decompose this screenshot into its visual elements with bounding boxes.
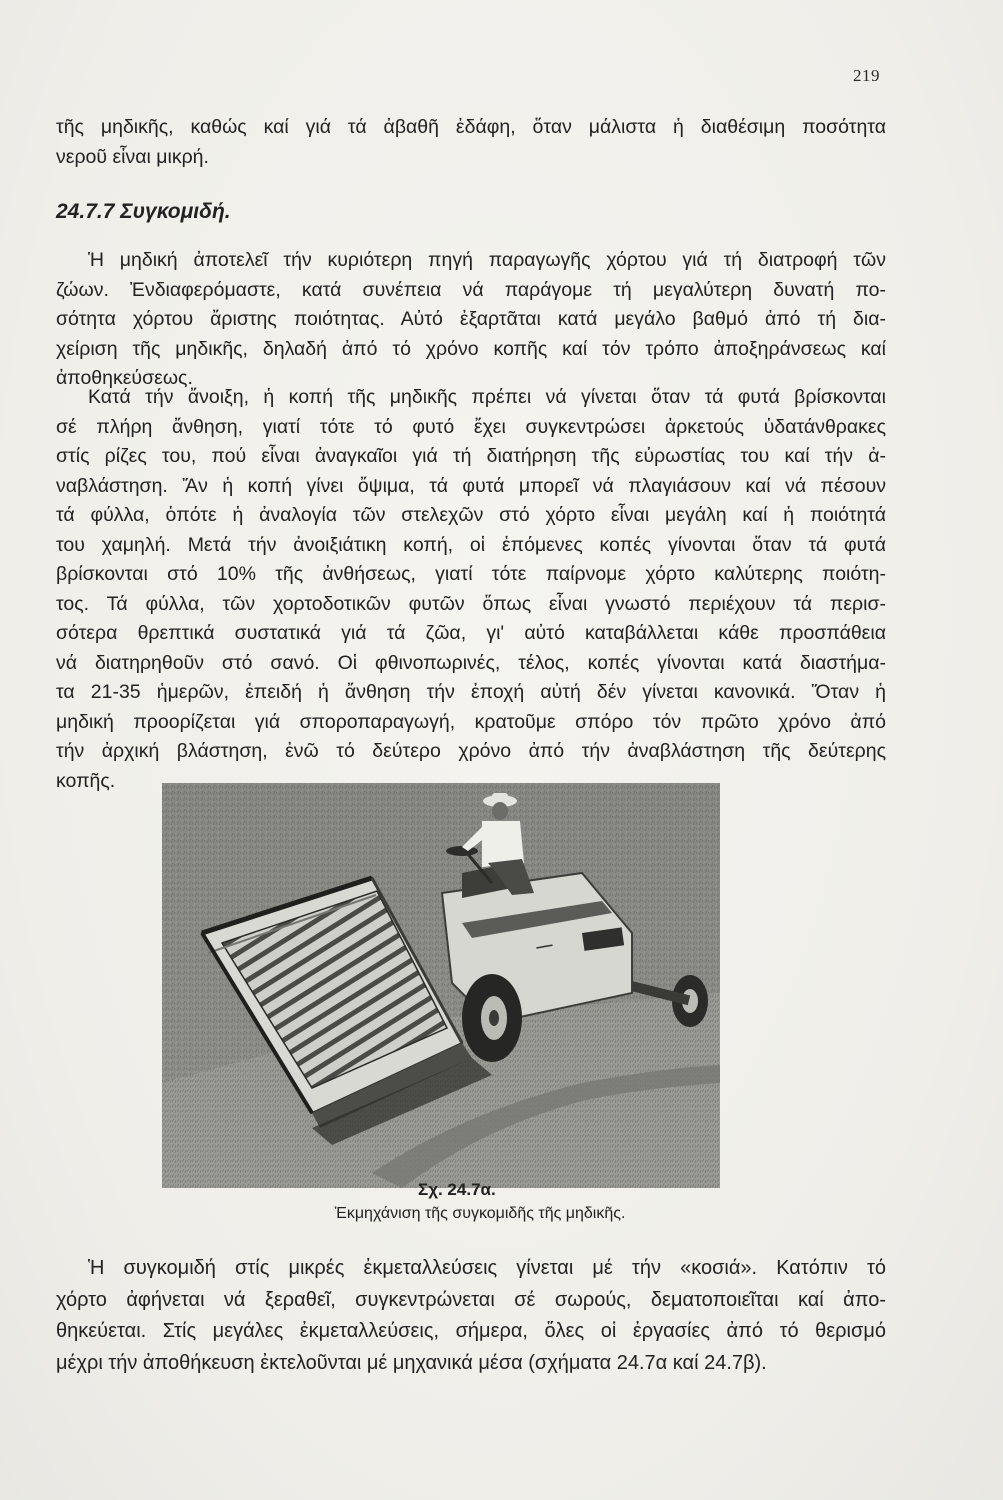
text-line: νεροῦ εἶναι μικρή.	[56, 145, 209, 168]
text-line: σέ πλήρη ἄνθηση, γιατί τότε τό φυτό ἔχει συγκεντρώσει ἀρκετούς ὑδατάνθρακες	[56, 415, 886, 438]
text-line: ναβλάστηση. Ἄν ἡ κοπή γίνει ὄψιμα, τά φυτά μπορεῖ νά πλαγιάσουν καί νά πέσουν	[56, 474, 886, 497]
text-line: του χαμηλή. Μετά τήν ἀνοιξιάτικη κοπή, οἱ ἑπόμενες κοπές γίνονται ὅταν τά φυτά	[56, 533, 886, 556]
top-paragraph	[56, 113, 886, 172]
svg-text:━━━: ━━━	[535, 940, 554, 953]
figure-caption: Ἐκμηχάνιση τῆς συγκομιδῆς τῆς μηδικῆς.	[334, 1205, 626, 1222]
text-line: Κατά τήν ἄνοιξη, ἡ κοπή τῆς μηδικῆς πρέπει νά γίνεται ὅταν τά φυτά βρίσκονται	[88, 386, 886, 408]
text-line: βρίσκονται στό 10% τῆς ἀνθήσεως, γιατί τότε παίρνομε χόρτο καλύτερης ποιότη-	[56, 563, 886, 585]
paragraph-harvest-intro	[56, 246, 886, 394]
text-line: σότερα θρεπτικά συστατικά γιά τά ζῶα, γι' αὐτό καταβάλλεται κάθε προσπάθεια	[56, 622, 886, 644]
text-line: τήν ἀρχική βλάστηση, ἐνῶ τό δεύτερο χρόνο ἀπό τήν ἀναβλάστηση τῆς δεύτερης	[56, 740, 886, 762]
figure-label: Σχ. 24.7α.	[418, 1180, 496, 1199]
windrower-illustration	[162, 783, 720, 1188]
text-line: Ἡ συγκομιδή στίς μικρές ἐκμεταλλεύσεις γίνεται μέ τήν «κοσιά». Κατόπιν τό	[88, 1257, 886, 1279]
text-line: τῆς μηδικῆς, καθώς καί γιά τά ἀβαθῆ ἐδάφη, ὅταν μάλιστα ἡ διαθέσιμη ποσότητα	[56, 116, 886, 138]
text-line: κοπῆς.	[56, 769, 116, 792]
text-line: Ἡ μηδική ἀποτελεῖ τήν κυριότερη πηγή παραγωγῆς χόρτου γιά τή διατροφή τῶν	[88, 249, 886, 271]
figure-photo-windrower	[162, 783, 720, 1188]
text-line: μέχρι τήν ἀποθήκευση ἐκτελοῦνται μέ μηχανικά μέσα (σχήματα 24.7α καί 24.7β).	[56, 1351, 767, 1374]
text-line: χείριση τῆς μηδικῆς, δηλαδή ἀπό τό χρόνο κοπῆς καί τόν τρόπο ἀποξηράνσεως καί	[56, 337, 886, 360]
text-line: τά φύλλα, ὁπότε ἡ ἀναλογία τῶν στελεχῶν στό χόρτο εἶναι μεγάλη καί ἡ ποιότητά	[56, 504, 886, 526]
text-line: ζώων. Ἐνδιαφερόμαστε, κατά συνέπεια νά παράγομε τή μεγαλύτερη δυνατή πο-	[56, 278, 886, 301]
text-line: τα 21-35 ἡμερῶν, ἐπειδή ἡ ἄνθηση τήν ἐποχή αὐτή δέν γίνεται κανονικά. Ὅταν ἡ	[56, 681, 886, 703]
text-line: σότητα χόρτου ἄριστης ποιότητας. Αὐτό ἐξαρτᾶται κατά μεγάλο βαθμό ἀπό τή δια-	[56, 308, 886, 330]
paragraph-harvest-methods	[56, 1253, 886, 1379]
page-number: 219	[853, 66, 880, 85]
front-wheel	[462, 974, 522, 1062]
text-line: νά διατηρηθοῦν στό σανό. Οἱ φθινοπωρινές, τέλος, κοπές γίνονται κατά διαστήμα-	[56, 651, 886, 674]
text-line: στίς ρίζες του, πού εἶναι ἀναγκαῖοι γιά τή διατήρηση τῆς εὐρωστίας του καί τήν ἀ-	[56, 445, 886, 467]
text-line: τος. Τά φύλλα, τῶν χορτοδοτικῶν φυτῶν ὅπως εἶναι γνωστό περιέχουν τά περισ-	[56, 592, 886, 615]
paragraph-cutting-timing	[56, 383, 886, 796]
text-line: χόρτο ἀφήνεται νά ξεραθεῖ, συγκεντρώνεται σέ σωρούς, δεματοποιεῖται καί ἀπο-	[56, 1288, 886, 1311]
text-line: ἀποθηκεύσεως.	[56, 367, 193, 389]
section-heading: 24.7.7 Συγκομιδή.	[56, 200, 231, 223]
text-line: μηδική προορίζεται γιά σποροπαραγωγή, κρατοῦμε σπόρο τόν πρῶτο χρόνο ἀπό	[56, 710, 886, 733]
text-line: θηκεύεται. Στίς μεγάλες ἐκμεταλλεύσεις, σήμερα, ὅλες οἱ ἐργασίες ἀπό τό θερισμό	[56, 1320, 886, 1342]
